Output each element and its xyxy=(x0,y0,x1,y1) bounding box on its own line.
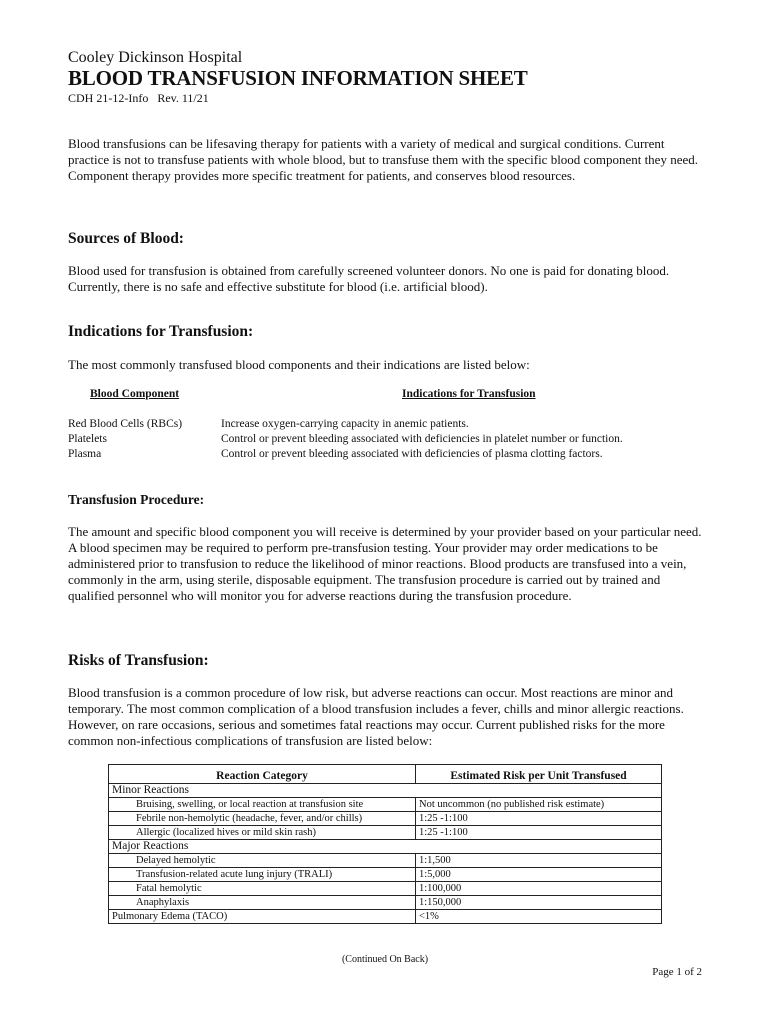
reaction-risk: 1:25 -1:100 xyxy=(416,812,662,826)
document-title: BLOOD TRANSFUSION INFORMATION SHEET xyxy=(68,66,528,90)
reaction-risk: Not uncommon (no published risk estimate) xyxy=(416,798,662,812)
indications-heading: Indications for Transfusion: xyxy=(68,323,254,340)
reaction-risk: 1:100,000 xyxy=(416,882,662,896)
reaction-name: Delayed hemolytic xyxy=(136,855,216,866)
component-plasma: Plasma xyxy=(68,448,102,460)
indication-list xyxy=(221,417,623,462)
table-row xyxy=(109,826,662,840)
reaction-risk: <1% xyxy=(416,910,662,924)
indication-plasma: Control or prevent bleeding associated with deficiencies of plasma clotting factors. xyxy=(221,448,603,460)
reaction-name: Allergic (localized hives or mild skin rash) xyxy=(136,827,317,838)
document-id: CDH 21-12-Info Rev. 11/21 xyxy=(68,91,209,105)
reaction-risk: 1:25 -1:100 xyxy=(416,826,662,840)
page-number: Page 1 of 2 xyxy=(652,966,702,978)
reaction-name: Fatal hemolytic xyxy=(136,883,202,894)
procedure-heading: Transfusion Procedure: xyxy=(68,492,205,507)
minor-reactions-label: Minor Reactions xyxy=(109,784,662,798)
table-row xyxy=(109,812,662,826)
reaction-risk: 1:5,000 xyxy=(416,868,662,882)
sources-heading: Sources of Blood: xyxy=(68,230,184,247)
major-group-row xyxy=(109,840,662,854)
risk-table xyxy=(108,764,662,924)
reaction-risk: 1:150,000 xyxy=(416,896,662,910)
minor-group-row xyxy=(109,784,662,798)
estimated-risk-header: Estimated Risk per Unit Transfused xyxy=(416,765,662,784)
indication-rbc: Increase oxygen-carrying capacity in anemic patients. xyxy=(221,418,469,430)
risks-paragraph: Blood transfusion is a common procedure of low risk, but adverse reactions can occur. Most reactions are minor and temporary. The most common complication of a blood transfusion includes a fever, chills and minor allergic reactions. However, on rare occasions, serious and sometimes fatal reactions may occur. Current published risks for the more common non-infectious complications of transfusion are listed below: xyxy=(68,685,684,748)
table-row xyxy=(109,854,662,868)
component-list xyxy=(68,417,182,462)
table-row xyxy=(109,798,662,812)
sources-paragraph: Blood used for transfusion is obtained from carefully screened volunteer donors. No one is paid for donating blood. Currently, there is no safe and effective substitute for blood (i.e. artificial blood). xyxy=(68,263,670,294)
reaction-name: Febrile non-hemolytic (headache, fever, and/or chills) xyxy=(136,813,363,824)
indications-paragraph: The most commonly transfused blood components and their indications are listed below: xyxy=(68,357,530,372)
reaction-category-header: Reaction Category xyxy=(109,765,416,784)
table-row xyxy=(109,868,662,882)
risk-table-header xyxy=(109,765,662,784)
component-platelets: Platelets xyxy=(68,433,107,445)
reaction-name: Bruising, swelling, or local reaction at transfusion site xyxy=(136,799,364,810)
component-column-header: Blood Component xyxy=(90,388,180,400)
reaction-risk: 1:1,500 xyxy=(416,854,662,868)
continued-note: (Continued On Back) xyxy=(341,954,429,965)
table-row xyxy=(109,910,662,924)
intro-paragraph: Blood transfusions can be lifesaving therapy for patients with a variety of medical and surgical conditions. Current practice is not to transfuse patients with whole blood, but to transfuse them with the specific blood component they need. Component therapy provides more specific treatment for patients, and conserves blood resources. xyxy=(68,136,698,183)
reaction-name: Anaphylaxis xyxy=(136,897,190,908)
indication-column-header: Indications for Transfusion xyxy=(402,388,536,400)
major-reactions-label: Major Reactions xyxy=(109,840,662,854)
risks-heading: Risks of Transfusion: xyxy=(68,652,209,669)
reaction-name: Transfusion-related acute lung injury (TRALI) xyxy=(136,869,333,880)
component-rbc: Red Blood Cells (RBCs) xyxy=(68,418,183,430)
reaction-name: Pulmonary Edema (TACO) xyxy=(109,910,416,924)
table-row xyxy=(109,896,662,910)
indication-platelets: Control or prevent bleeding associated with deficiencies in platelet number or function. xyxy=(221,433,623,445)
table-row xyxy=(109,882,662,896)
hospital-name: Cooley Dickinson Hospital xyxy=(68,49,243,66)
procedure-paragraph: The amount and specific blood component you will receive is determined by your provider based on your particular need. A blood specimen may be required to perform pre-transfusion testing. Your provider may order medications to be administered prior to transfusion to reduce the likelihood of minor reactions. Blood products are transfused into a vein, commonly in the arm, using sterile, disposable equipment. The transfusion procedure is carried out by trained and qualified personnel who will monitor you for adverse reactions during the transfusion procedure. xyxy=(68,524,702,603)
